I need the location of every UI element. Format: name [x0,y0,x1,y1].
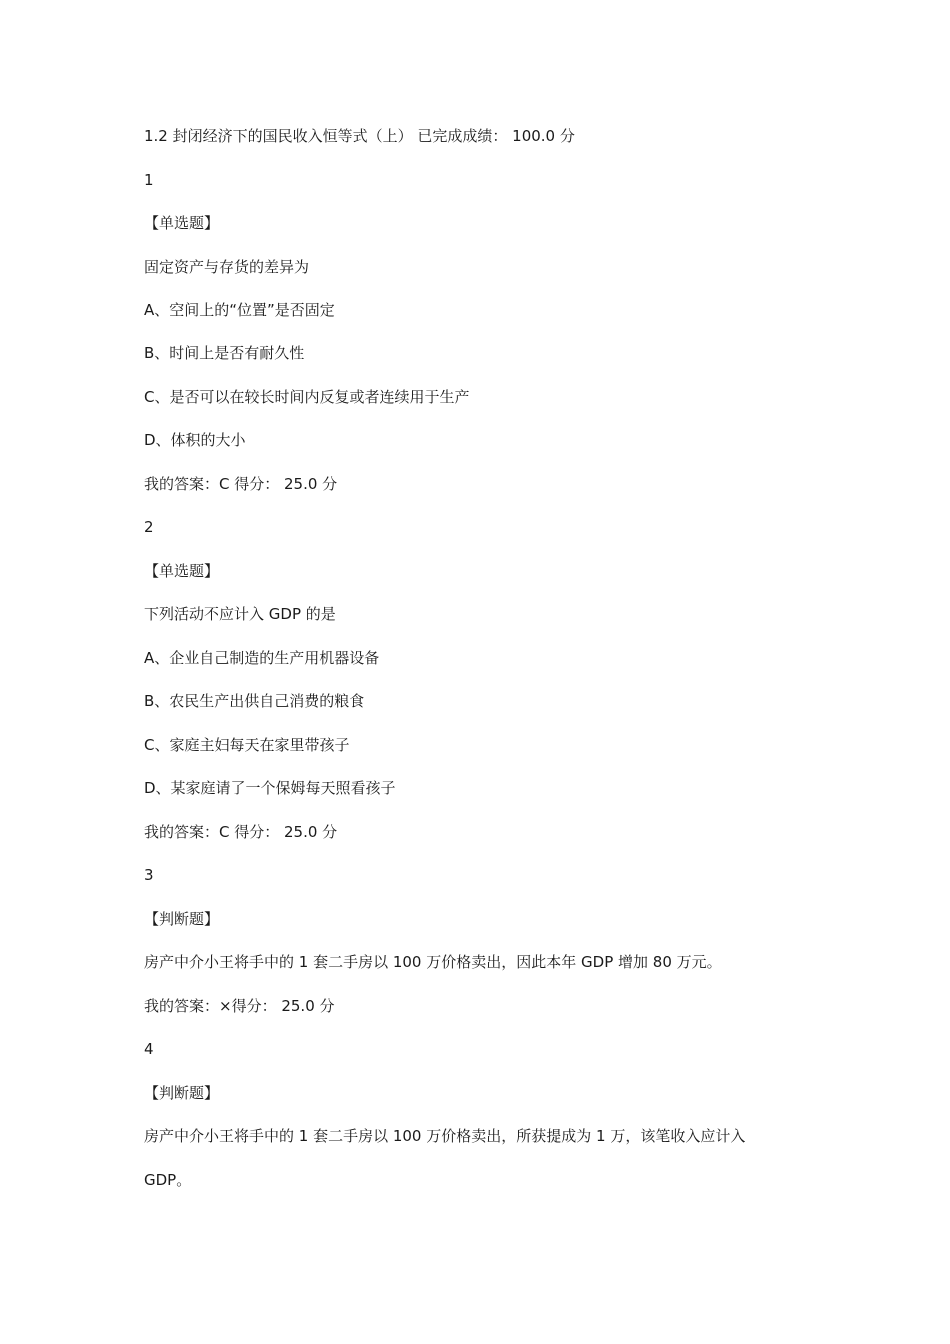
question-stem-line-2: GDP。 [144,1171,192,1189]
option-b: B、时间上是否有耐久性 [144,344,305,362]
question-number: 3 [144,866,154,884]
option-d: D、体积的大小 [144,431,246,449]
option-c: C、是否可以在较长时间内反复或者连续用于生产 [144,388,470,406]
option-b: B、农民生产出供自己消费的粮食 [144,692,365,710]
question-type: 【判断题】 [144,910,220,928]
question-type: 【单选题】 [144,214,220,232]
question-type: 【单选题】 [144,562,220,580]
question-number: 4 [144,1040,154,1058]
option-d: D、某家庭请了一个保姆每天照看孩子 [144,779,396,797]
option-c: C、家庭主妇每天在家里带孩子 [144,736,350,754]
my-answer: 我的答案：×得分： 25.0 分 [144,997,335,1015]
question-stem-line-1: 房产中介小王将手中的 1 套二手房以 100 万价格卖出，所获提成为 1 万，该笔收入应计入 [144,1127,746,1145]
option-a: A、企业自己制造的生产用机器设备 [144,649,380,667]
option-a: A、空间上的“位置”是否固定 [144,301,335,319]
section-header: 1.2 封闭经济下的国民收入恒等式（上） 已完成成绩： 100.0 分 [144,127,575,145]
my-answer: 我的答案：C 得分： 25.0 分 [144,823,338,841]
question-number: 1 [144,171,154,189]
question-type: 【判断题】 [144,1084,220,1102]
question-number: 2 [144,518,154,536]
question-stem: 固定资产与存货的差异为 [144,258,310,276]
question-stem: 房产中介小王将手中的 1 套二手房以 100 万价格卖出，因此本年 GDP 增加 80 万元。 [144,953,722,971]
question-stem: 下列活动不应计入 GDP 的是 [144,605,336,623]
my-answer: 我的答案：C 得分： 25.0 分 [144,475,338,493]
